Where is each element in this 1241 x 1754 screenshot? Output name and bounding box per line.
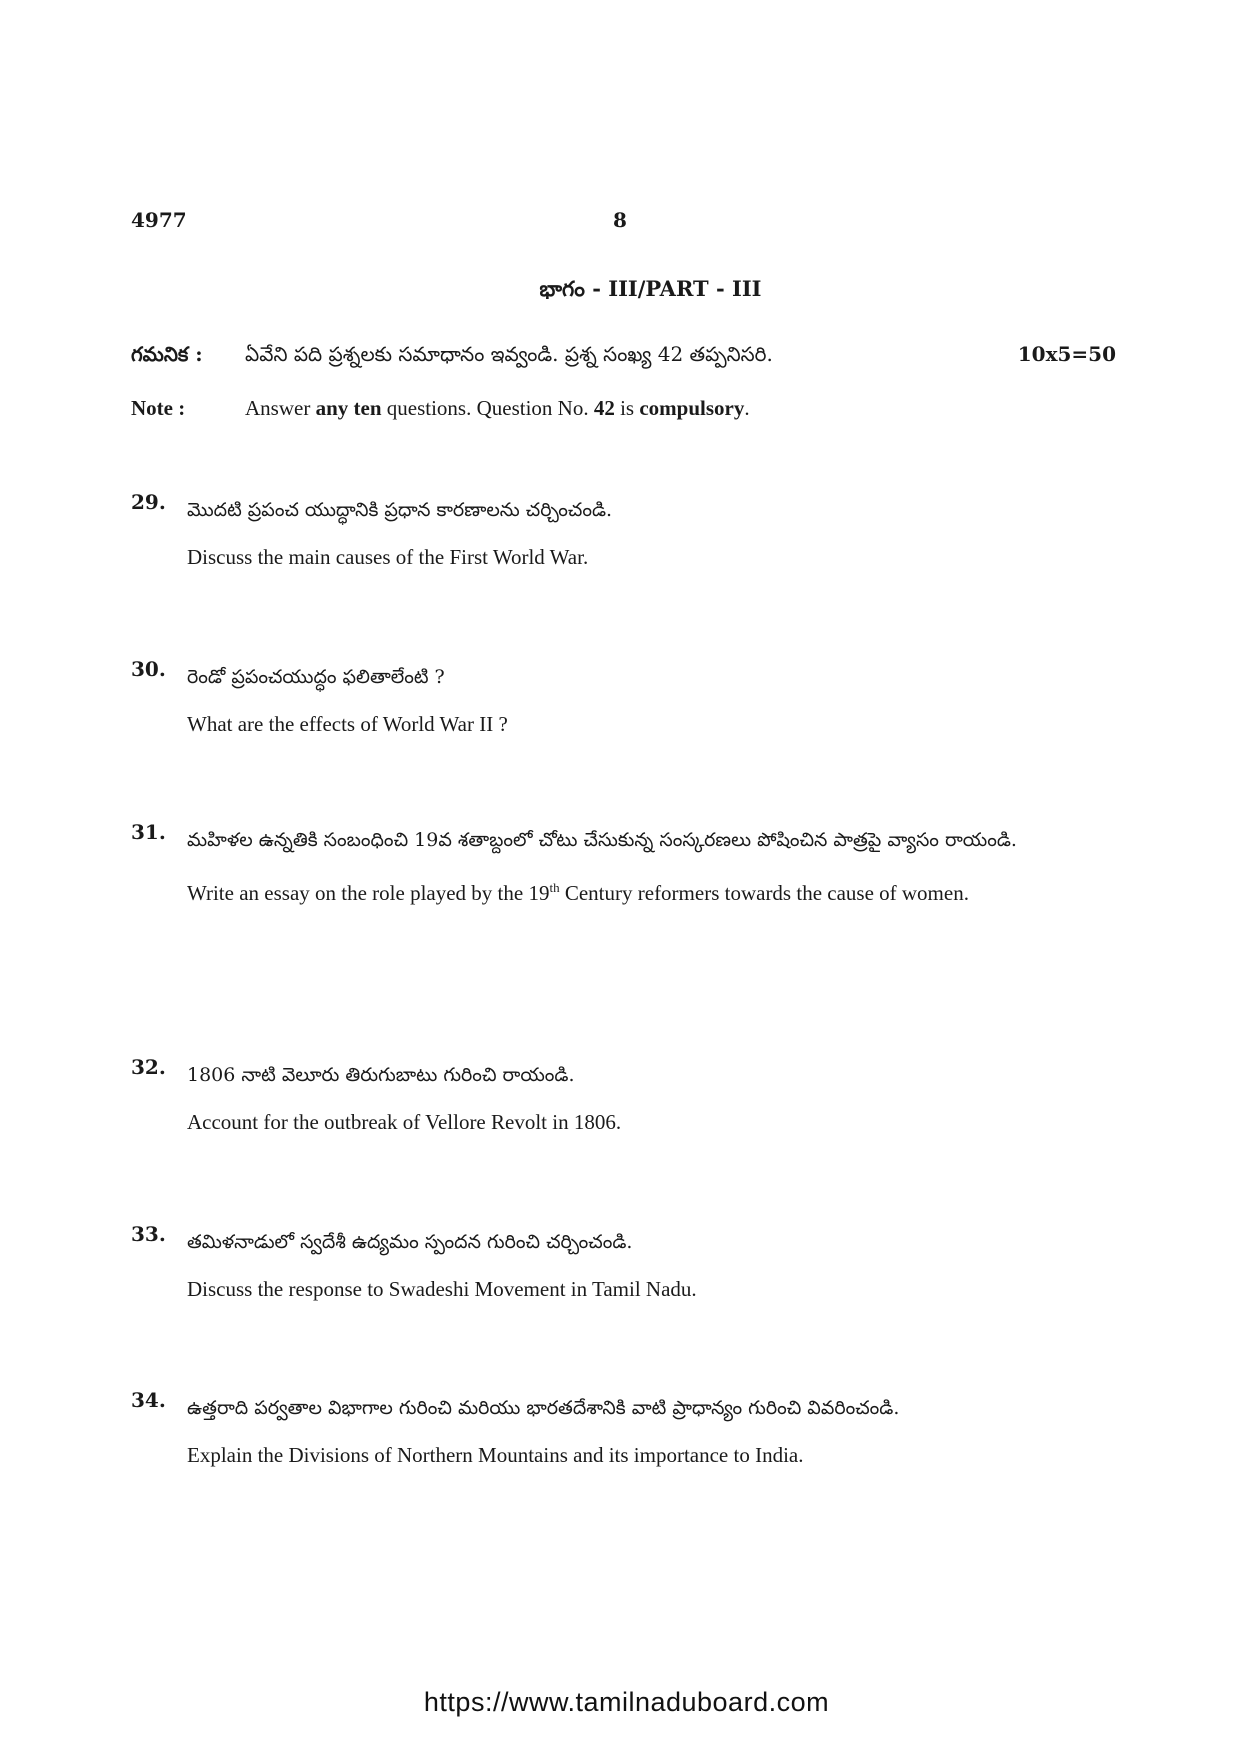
question-number: 32. [131,1055,166,1079]
question-number: 33. [131,1222,166,1246]
question-telugu: తమిళనాడులో స్వదేశీ ఉద్యమం స్పందన గురించి చర్చించండి. [187,1231,633,1253]
question-english: Discuss the response to Swadeshi Movement in Tamil Nadu. [187,1277,697,1301]
note-english-label: Note : [131,396,186,420]
page-number: 8 [613,208,627,232]
question-number: 29. [131,490,166,514]
note-english-text: Answer any ten questions. Question No. 42 is compulsory. [245,396,750,420]
marks-allocation: 10x5=50 [1017,342,1116,366]
question-english: Write an essay on the role played by the 19th Century reformers towards the cause of women. [187,880,969,905]
question-telugu: ఉత్తరాది పర్వతాల విభాగాల గురించి మరియు భారతదేశానికి వాటి ప్రాధాన్యం గురించి వివరించండి. [187,1397,900,1419]
question-english: Discuss the main causes of the First World War. [187,545,589,569]
question-number: 31. [131,820,166,844]
question-telugu: రెండో ప్రపంచయుద్ధం ఫలితాలేంటి ? [187,666,445,688]
question-english: Account for the outbreak of Vellore Revolt in 1806. [187,1110,622,1134]
question-number: 30. [131,657,166,681]
question-english: Explain the Divisions of Northern Mountains and its importance to India. [187,1443,804,1467]
question-telugu: 1806 నాటి వెలూరు తిరుగుబాటు గురించి రాయండి. [187,1064,575,1086]
question-telugu: మొదటి ప్రపంచ యుద్ధానికి ప్రధాన కారణాలను చర్చించండి. [187,499,613,521]
part-title: భాగం - III/PART - III [539,276,762,301]
question-telugu: మహిళల ఉన్నతికి సంబంధించి 19వ శతాబ్దంలో చోటు చేసుకున్న సంస్కరణలు పోషించిన పాత్రపై వ్యాసం రాయండి. [187,829,1017,851]
paper-code: 4977 [131,208,187,232]
note-telugu-label: గమనిక : [131,342,203,366]
question-number: 34. [131,1388,166,1412]
question-english: What are the effects of World War II ? [187,712,508,736]
note-telugu-text: ఏవేని పది ప్రశ్నలకు సమాధానం ఇవ్వండి. ప్రశ్న సంఖ్య 42 తప్పనిసరి. [245,342,773,366]
footer-url[interactable]: https://www.tamilnaduboard.com [423,1687,830,1717]
